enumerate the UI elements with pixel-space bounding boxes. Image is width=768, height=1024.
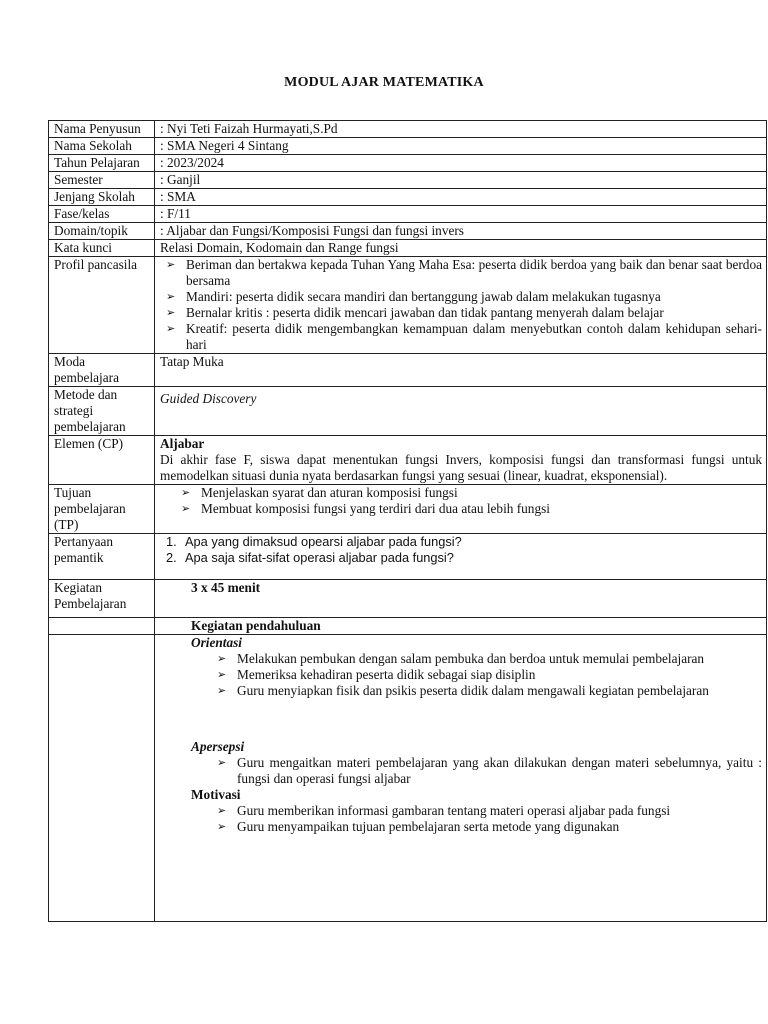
value-penyusun: : Nyi Teti Faizah Hurmayati,S.Pd xyxy=(155,121,767,138)
tujuan-list xyxy=(175,485,762,517)
list-item-text: Guru menyiapkan fisik dan psikis peserta didik dalam mengawali kegiatan pembelajaran xyxy=(237,683,709,698)
row-metode xyxy=(49,387,767,436)
row-kata-kunci xyxy=(49,240,767,257)
label-domain: Domain/topik xyxy=(49,223,155,240)
value-fase: : F/11 xyxy=(155,206,767,223)
row-jenjang xyxy=(49,189,767,206)
list-item-text: Guru menyampaikan tujuan pembelajaran serta metode yang digunakan xyxy=(237,819,620,834)
value-kata-kunci: Relasi Domain, Kodomain dan Range fungsi xyxy=(155,240,767,257)
label-profil: Profil pancasila xyxy=(49,257,155,354)
list-item xyxy=(160,289,762,305)
item-number: 2. xyxy=(166,550,177,565)
row-semester xyxy=(49,172,767,189)
arrow-bullet-icon: ➢ xyxy=(166,323,176,335)
label-elemen: Elemen (CP) xyxy=(49,436,155,485)
value-kegiatan: 3 x 45 menit xyxy=(191,580,261,595)
orientasi-title: Orientasi xyxy=(191,635,242,650)
list-item-text: Apa yang dimaksud opearsi aljabar pada fungsi? xyxy=(185,534,462,549)
label-jenjang: Jenjang Skolah xyxy=(49,189,155,206)
list-item xyxy=(211,819,762,835)
list-item-text: Menjelaskan syarat dan aturan komposisi fungsi xyxy=(201,485,458,500)
arrow-bullet-icon: ➢ xyxy=(181,503,191,515)
arrow-bullet-icon: ➢ xyxy=(166,307,176,319)
value-jenjang: : SMA xyxy=(155,189,767,206)
arrow-bullet-icon: ➢ xyxy=(217,757,227,769)
arrow-bullet-icon: ➢ xyxy=(166,259,176,271)
module-info-table xyxy=(48,120,767,922)
list-item xyxy=(211,683,762,699)
pertanyaan-list xyxy=(160,534,762,566)
list-item xyxy=(160,257,762,289)
label-kegiatan: Kegiatan Pembelajaran xyxy=(49,580,155,618)
row-penyusun xyxy=(49,121,767,138)
list-item-text: Guru memberikan informasi gambaran tentang materi operasi aljabar pada fungsi xyxy=(237,803,671,818)
arrow-bullet-icon: ➢ xyxy=(166,291,176,303)
row-kegiatan xyxy=(49,580,767,618)
value-moda: Tatap Muka xyxy=(155,354,767,387)
document-title: MODUL AJAR MATEMATIKA xyxy=(284,75,484,90)
apersepsi-title: Apersepsi xyxy=(191,739,245,754)
label-pertanyaan: Pertanyaan pemantik xyxy=(49,534,155,580)
value-domain: : Aljabar dan Fungsi/Komposisi Fungsi dan fungsi invers xyxy=(155,223,767,240)
row-fase xyxy=(49,206,767,223)
list-item xyxy=(175,485,762,501)
motivasi-list xyxy=(211,803,762,835)
list-item xyxy=(160,534,762,550)
arrow-bullet-icon: ➢ xyxy=(181,487,191,499)
list-item-text: Beriman dan bertakwa kepada Tuhan Yang Maha Esa: peserta didik berdoa yang baik dan benar saat berdoa bersama xyxy=(186,257,762,288)
list-item xyxy=(211,651,762,667)
list-item xyxy=(175,501,762,517)
list-item xyxy=(160,321,762,353)
value-sekolah: : SMA Negeri 4 Sintang xyxy=(155,138,767,155)
row-moda xyxy=(49,354,767,387)
row-domain xyxy=(49,223,767,240)
row-pendahuluan-heading xyxy=(49,618,767,635)
label-sekolah: Nama Sekolah xyxy=(49,138,155,155)
value-semester: : Ganjil xyxy=(155,172,767,189)
orientasi-list xyxy=(211,651,762,699)
label-tujuan: Tujuan pembelajaran (TP) xyxy=(49,485,155,534)
list-item xyxy=(211,667,762,683)
apersepsi-list xyxy=(211,755,762,787)
row-profil xyxy=(49,257,767,354)
label-metode: Metode dan strategi pembelajaran xyxy=(49,387,155,436)
list-item-text: Mandiri: peserta didik secara mandiri dan bertanggung jawab dalam melakukan tugasnya xyxy=(186,289,661,304)
list-item-text: Memeriksa kehadiran peserta didik sebagai siap disiplin xyxy=(237,667,536,682)
label-kata-kunci: Kata kunci xyxy=(49,240,155,257)
row-pertanyaan xyxy=(49,534,767,580)
row-elemen xyxy=(49,436,767,485)
list-item-text: Bernalar kritis : peserta didik mencari jawaban dan tidak pantang menyerah dalam belajar xyxy=(186,305,664,320)
list-item-text: Membuat komposisi fungsi yang terdiri dari dua atau lebih fungsi xyxy=(201,501,550,516)
pendahuluan-heading: Kegiatan pendahuluan xyxy=(191,618,321,633)
item-number: 1. xyxy=(166,534,177,549)
label-fase: Fase/kelas xyxy=(49,206,155,223)
profil-list xyxy=(160,257,762,353)
row-tujuan xyxy=(49,485,767,534)
list-item xyxy=(160,305,762,321)
value-tahun: : 2023/2024 xyxy=(155,155,767,172)
list-item xyxy=(160,550,762,566)
label-penyusun: Nama Penyusun xyxy=(49,121,155,138)
row-tahun xyxy=(49,155,767,172)
arrow-bullet-icon: ➢ xyxy=(217,653,227,665)
list-item-text: Kreatif: peserta didik mengembangkan kemampuan dalam menyebutkan contoh dalam kehidupan sehari-hari xyxy=(186,321,762,352)
value-metode: Guided Discovery xyxy=(160,391,257,406)
elemen-heading: Aljabar xyxy=(160,436,205,451)
arrow-bullet-icon: ➢ xyxy=(217,805,227,817)
arrow-bullet-icon: ➢ xyxy=(217,821,227,833)
label-moda: Moda pembelajara xyxy=(49,354,155,387)
list-item-text: Melakukan pembukan dengan salam pembuka dan berdoa untuk memulai pembelajaran xyxy=(237,651,705,666)
list-item xyxy=(211,803,762,819)
list-item-text: Apa saja sifat-sifat operasi aljabar pada fungsi? xyxy=(185,550,454,565)
list-item xyxy=(211,755,762,787)
list-item-text: Guru mengaitkan materi pembelajaran yang akan dilakukan dengan materi sebelumnya, yaitu : fungsi dan operasi fungsi aljabar xyxy=(237,755,762,786)
label-semester: Semester xyxy=(49,172,155,189)
label-tahun: Tahun Pelajaran xyxy=(49,155,155,172)
arrow-bullet-icon: ➢ xyxy=(217,669,227,681)
row-pendahuluan-body xyxy=(49,635,767,922)
row-sekolah xyxy=(49,138,767,155)
elemen-text: Di akhir fase F, siswa dapat menentukan fungsi Invers, komposisi fungsi dan transformasi fungsi untuk memodelkan situasi dunia nyata berdasarkan fungsi yang sesuai (linear, kuadrat, eksponensial). xyxy=(160,452,762,483)
motivasi-title: Motivasi xyxy=(191,787,241,802)
arrow-bullet-icon: ➢ xyxy=(217,685,227,697)
